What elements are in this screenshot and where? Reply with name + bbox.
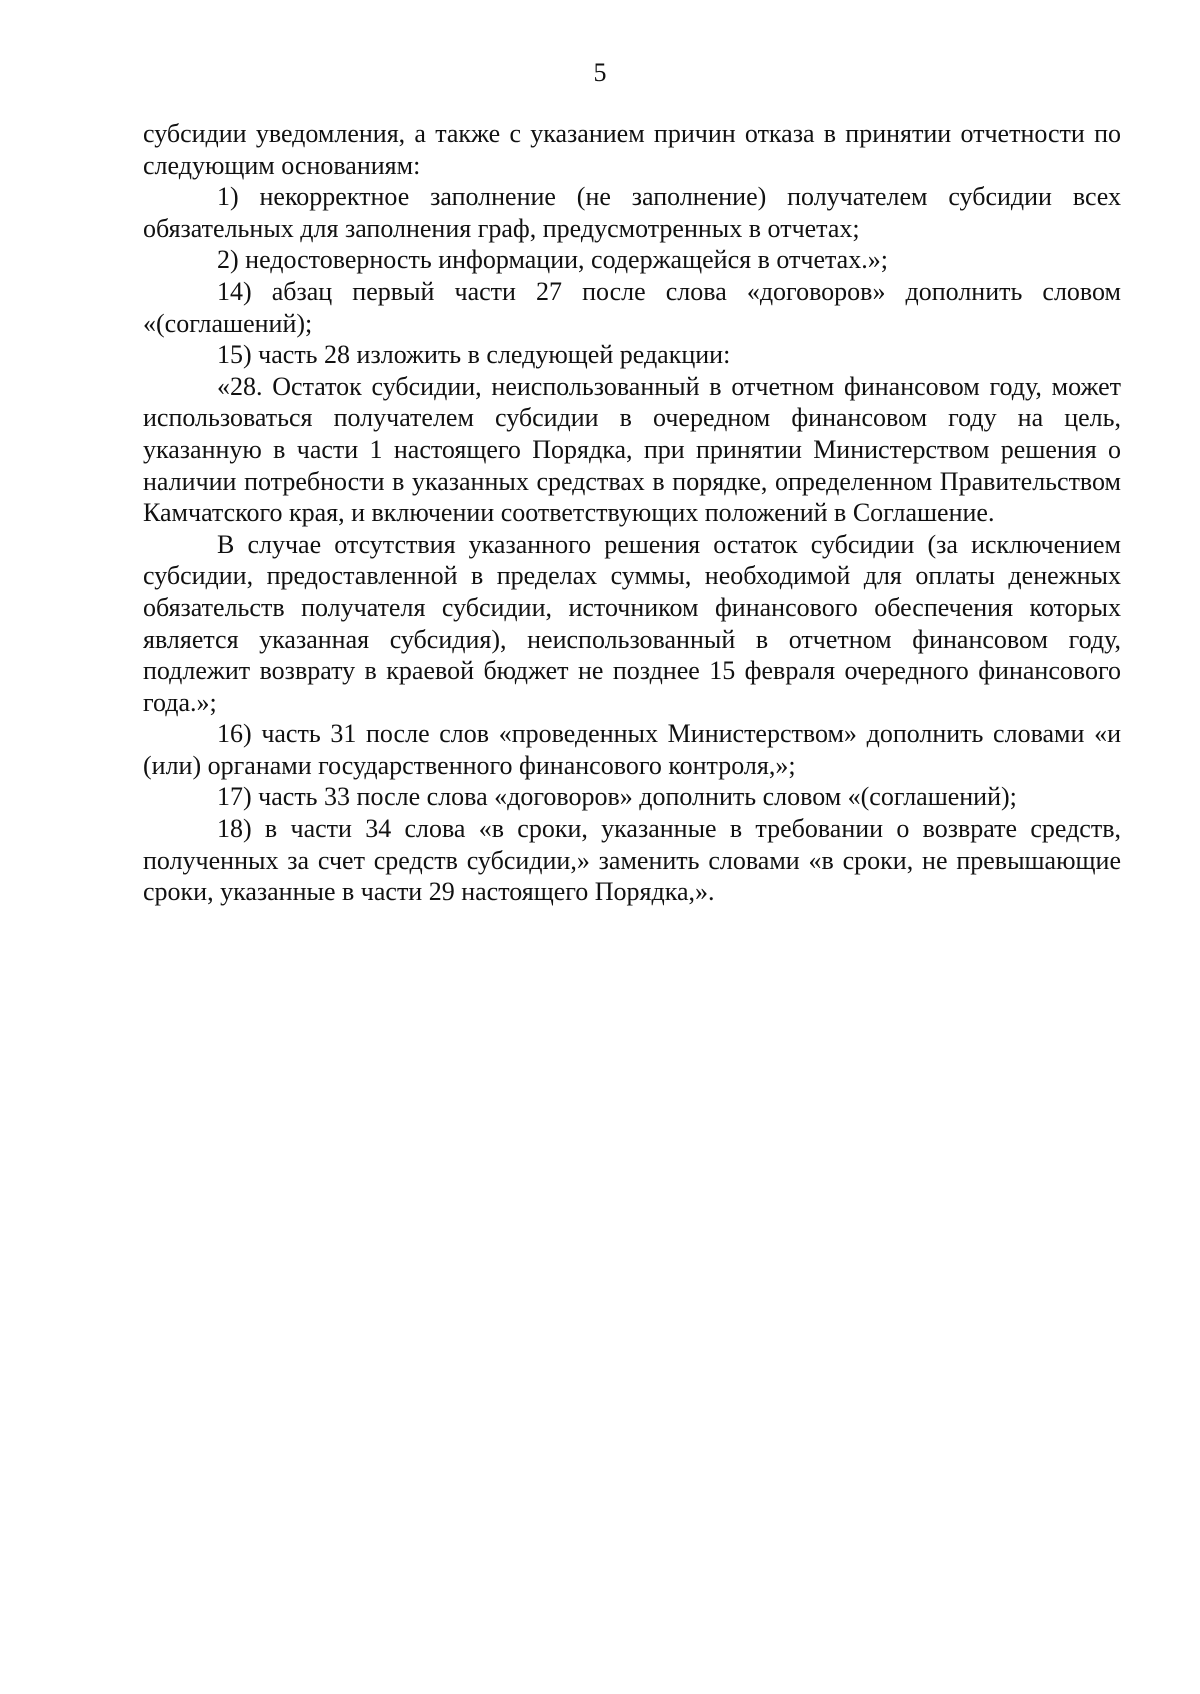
paragraph-item-14: 14) абзац первый части 27 после слова «договоров» дополнить словом «(соглашений); — [143, 276, 1121, 338]
paragraph-item-2: 2) недостоверность информации, содержащейся в отчетах.»; — [217, 245, 888, 275]
paragraph-continuation: субсидии уведомления, а также с указанием причин отказа в принятии отчетности по следующим основаниям: — [143, 119, 1121, 180]
paragraph-part-28-continued: В случае отсутствия указанного решения остаток субсидии (за исключением субсидии, предоставленной в пределах суммы, необходимой для оплаты денежных обязательств получателя субсидии, источником финансового обеспечения которых является указанная субсидия), неиспользованный в отчетном финансовом году, подлежит возврату в краевой бюджет не позднее 15 февраля очередного финансового года.»; — [143, 529, 1121, 717]
paragraph-item-15: 15) часть 28 изложить в следующей редакции: — [217, 340, 731, 370]
paragraph-item-16: 16) часть 31 после слов «проведенных Министерством» дополнить словами «и (или) органами государственного финансового контроля,»; — [143, 719, 1121, 780]
paragraph-item-18: 18) в части 34 слова «в сроки, указанные в требовании о возврате средств, полученных за счет средств субсидии,» заменить словами «в сроки, не превышающие сроки, указанные в части 29 настоящего Порядка,». — [143, 814, 1121, 907]
paragraph-item-1: 1) некорректное заполнение (не заполнение) получателем субсидии всех обязательных для заполнения граф, предусмотренных в отчетах; — [143, 182, 1121, 243]
paragraph-part-28: «28. Остаток субсидии, неиспользованный в отчетном финансовом году, может использоваться получателем субсидии в очередном финансовом году на цель, указанную в части 1 настоящего Порядка, при принятии Министерством решения о наличии потребности в указанных средствах в порядке, определенном Правительством Камчатского края, и включении соответствующих положений в Соглашение. — [143, 371, 1121, 528]
paragraph-item-17: 17) часть 33 после слова «договоров» дополнить словом «(соглашений); — [217, 782, 1017, 812]
document-body — [143, 118, 1121, 908]
page-number: 5 — [593, 58, 607, 87]
